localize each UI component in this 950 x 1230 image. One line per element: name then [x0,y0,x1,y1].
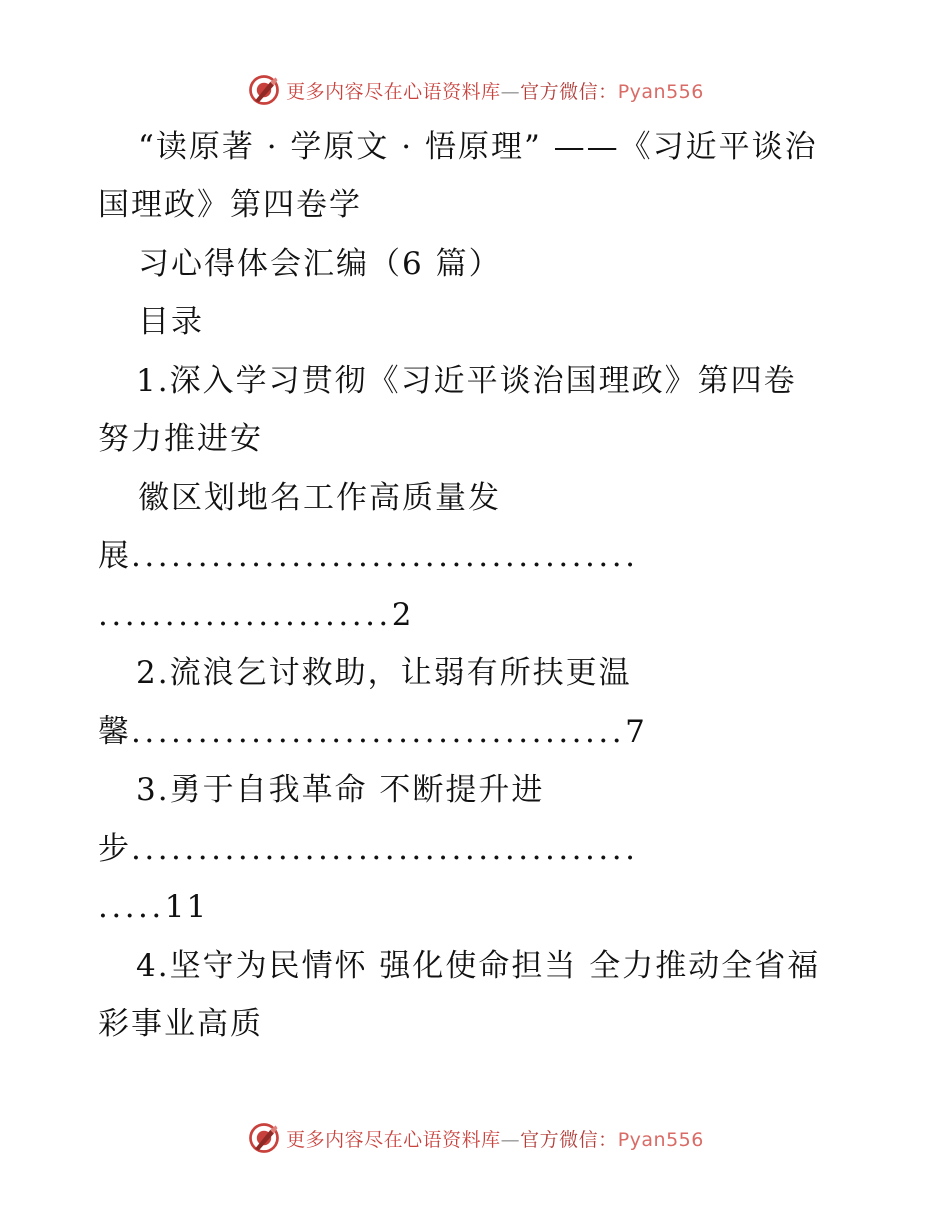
toc-item-1-title-line-1: 深入学习贯彻《习近平谈治国理政》第四卷 [169,363,797,399]
toc-item-3-leader-line [98,829,638,869]
toc-item-3-dot-leader-2: ..... [98,889,165,925]
toc-item-2[interactable] [136,653,632,693]
toc-item-3-title-line-1: 勇于自我革命 不断提升进 [169,772,545,808]
toc-item-1[interactable] [136,361,797,401]
toc-heading: 目录 [138,304,204,340]
toc-item-2-page-number: 7 [625,714,647,750]
banner-main-text: 更多内容尽在心语资料库 [286,80,501,103]
pen-nib-logo-icon [246,72,282,108]
toc-item-2-title-line-1: 流浪乞讨救助，让弱有所扶更温 [169,655,632,691]
toc-item-3-number: 3. [136,772,170,808]
pen-nib-logo-icon [246,1120,282,1156]
toc-item-1-dot-leader-2: ...................... [98,597,392,633]
document-title-line-3: 习心得体会汇编（6 篇） [138,246,502,282]
toc-item-3-page-line [98,887,208,927]
toc-item-2-number: 2. [136,655,170,691]
toc-item-3-page-number: 11 [164,889,209,925]
footer-watermark-banner [0,1118,950,1158]
document-title-line-2: 国理政》第四卷学 [98,187,362,223]
toc-item-1-title-line-2: 努力推进安 [98,421,263,457]
header-watermark-banner [0,70,950,110]
toc-item-4-title-line-2: 彩事业高质 [98,1006,263,1042]
banner-wechat-id: Pyan556 [617,1128,704,1151]
toc-item-2-dot-leader: ..................................... [131,714,626,750]
toc-item-3-title-line-2: 步 [98,831,131,867]
banner-wechat-id: Pyan556 [617,80,704,103]
banner-dash: — [500,1128,521,1151]
banner-wechat-label: 官方微信： [520,1128,618,1151]
banner-wechat-label: 官方微信： [520,80,618,103]
toc-item-1-dot-leader: ...................................... [131,538,639,574]
toc-item-3[interactable] [136,770,544,810]
toc-item-1-page-number: 2 [391,597,414,633]
toc-item-2-page-line [98,712,647,752]
toc-item-1-title-line-4: 展 [98,538,131,574]
toc-item-4-number: 4. [136,948,170,984]
toc-item-1-leader-line [98,536,638,576]
toc-item-1-number: 1. [136,363,170,399]
toc-item-2-title-line-2: 馨 [98,714,131,750]
toc-item-4-title-line-1: 坚守为民情怀 强化使命担当 全力推动全省福 [169,948,821,984]
toc-item-3-dot-leader: ...................................... [131,831,639,867]
document-title-line-1: “读原著 · 学原文 · 悟原理” ——《习近平谈治 [138,129,818,165]
toc-item-4[interactable] [136,946,820,986]
banner-main-text: 更多内容尽在心语资料库 [286,1128,501,1151]
toc-item-1-page-line [98,595,414,635]
toc-item-1-title-line-3: 徽区划地名工作高质量发 [138,480,501,516]
banner-dash: — [500,80,521,103]
